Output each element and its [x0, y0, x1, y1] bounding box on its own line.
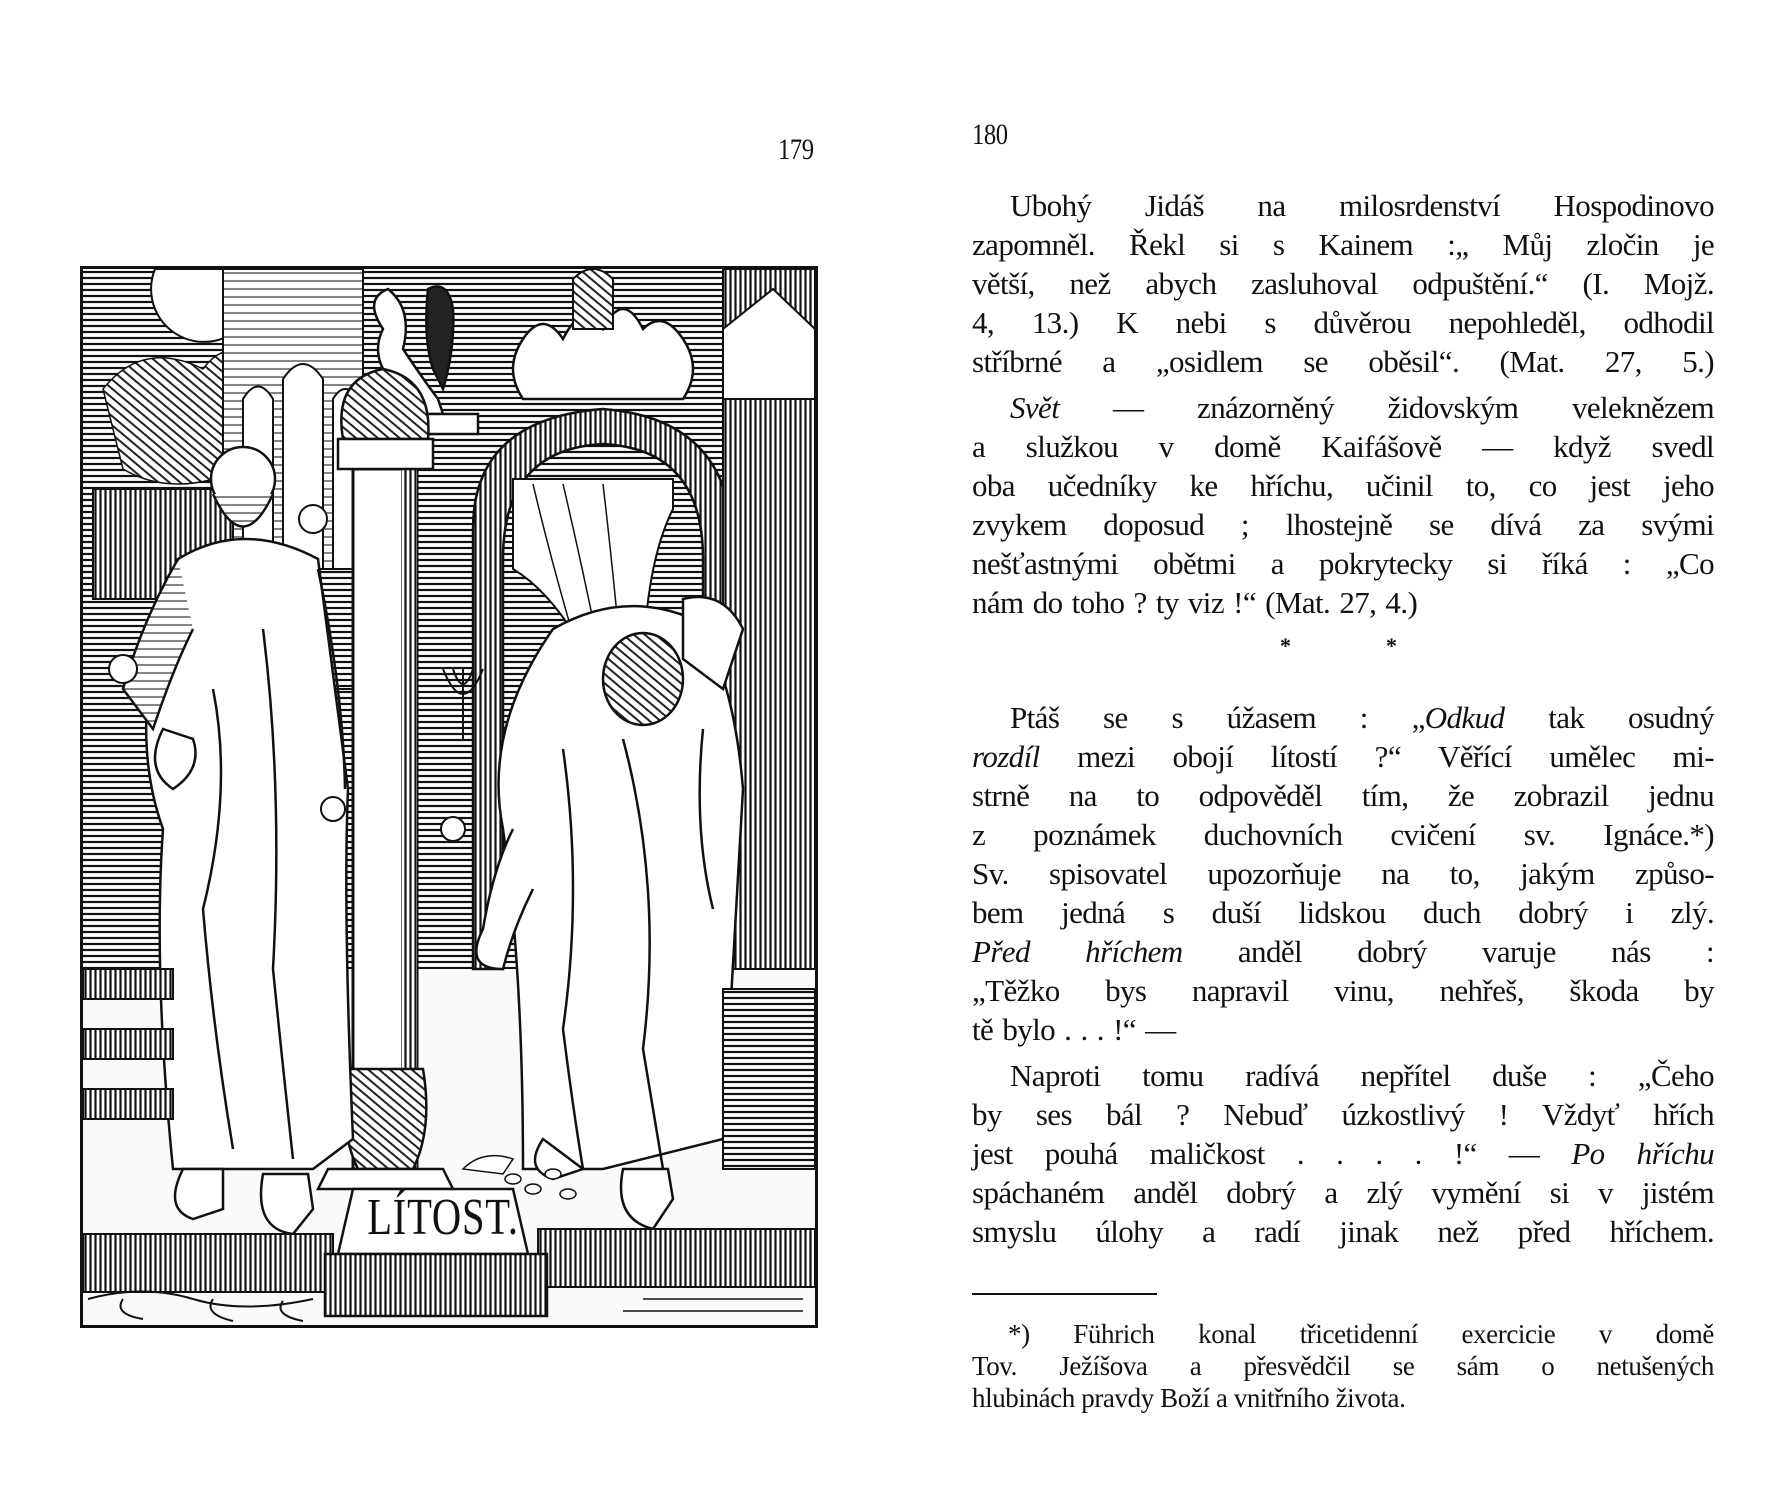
plinth-label-litost: LÍTOST. — [367, 1188, 519, 1246]
footnote-rule — [972, 1293, 1157, 1295]
text-line: zvykem doposud ; lhostejně se dívá za svými — [972, 507, 1714, 542]
text-line: rozdíl mezi obojí lítostí ?“ Věřící umělec mi- — [972, 739, 1715, 774]
text-line: Naproti tomu radívá nepřítel duše : „Čeho — [1010, 1058, 1714, 1093]
emphasis-pred-hrichem: Před hříchem — [972, 934, 1183, 969]
text-line: jest pouhá maličkost . . . . !“ — Po hříchu — [972, 1136, 1714, 1171]
text-line: Ptáš se s úžasem : „Odkud tak osudný — [1010, 700, 1714, 735]
engraving-illustration — [80, 266, 818, 1328]
text-line: Před hříchem anděl dobrý varuje nás : — [972, 934, 1714, 969]
text-line: nám do toho ? ty viz !“ (Mat. 27, 4.) — [972, 585, 1418, 620]
section-break — [972, 633, 1714, 658]
text-line: smyslu úlohy a radí jinak než před hříchem. — [972, 1214, 1714, 1249]
asterisk: * — [1280, 633, 1291, 658]
emphasis-rozdil: rozdíl — [972, 739, 1040, 774]
text-line: by ses bál ? Nebuď úzkostlivý ! Vždyť hřích — [972, 1097, 1714, 1132]
footnote-line: *) Führich konal třicetidenní exercicie v domě — [1008, 1319, 1714, 1349]
text-line: tě bylo . . . !“ — — [972, 1012, 1176, 1047]
text-line: „Těžko bys napravil vinu, nehřeš, škoda by — [972, 973, 1714, 1008]
text-line: z poznámek duchovních cvičení sv. Ignáce.*) — [972, 817, 1714, 852]
emphasis-odkud: Odkud — [1424, 700, 1505, 735]
text-line: spáchaném anděl dobrý a zlý vymění si v jistém — [972, 1175, 1714, 1210]
footnote-line: Tov. Ježíšova a přesvědčil se sám o netušených — [972, 1351, 1714, 1381]
text-line: nešťastnými obětmi a pokrytecky si říká : „Co — [972, 546, 1714, 581]
emphasis-po-hrichu: Po hříchu — [1571, 1136, 1714, 1171]
text-line: 4, 13.) K nebi s důvěrou nepohleděl, odhodil — [972, 305, 1714, 340]
page-number-left: 179 — [778, 133, 814, 166]
text-line: zapomněl. Řekl si s Kainem :„ Můj zločin je — [972, 227, 1714, 262]
asterisk: * — [1386, 633, 1397, 658]
text-line: větší, než abych zasluhoval odpuštění.“ (I. Mojž. — [972, 266, 1714, 301]
engraving-art — [83, 269, 815, 1325]
text-line: Svět — znázorněný židovským veleknězem — [1010, 390, 1714, 425]
text-line: oba učedníky ke hříchu, učinil to, co jest jeho — [972, 468, 1714, 503]
text-line: Sv. spisovatel upozorňuje na to, jakým způso- — [972, 856, 1714, 891]
text-line: a služkou v domě Kaifášově — když svedl — [972, 429, 1714, 464]
text-line: strně na to odpověděl tím, že zobrazil jednu — [972, 778, 1714, 813]
emphasis-svet: Svět — [1010, 390, 1060, 425]
footnote-line: hlubinách pravdy Boží a vnitřního života. — [972, 1383, 1406, 1413]
text-line: Ubohý Jidáš na milosrdenství Hospodinovo — [1010, 188, 1714, 223]
page-number-right: 180 — [972, 118, 1008, 151]
text-line: bem jedná s duší lidskou duch dobrý i zlý. — [972, 895, 1714, 930]
text-line: stříbrné a „osidlem se oběsil“. (Mat. 27, 5.) — [972, 344, 1714, 379]
